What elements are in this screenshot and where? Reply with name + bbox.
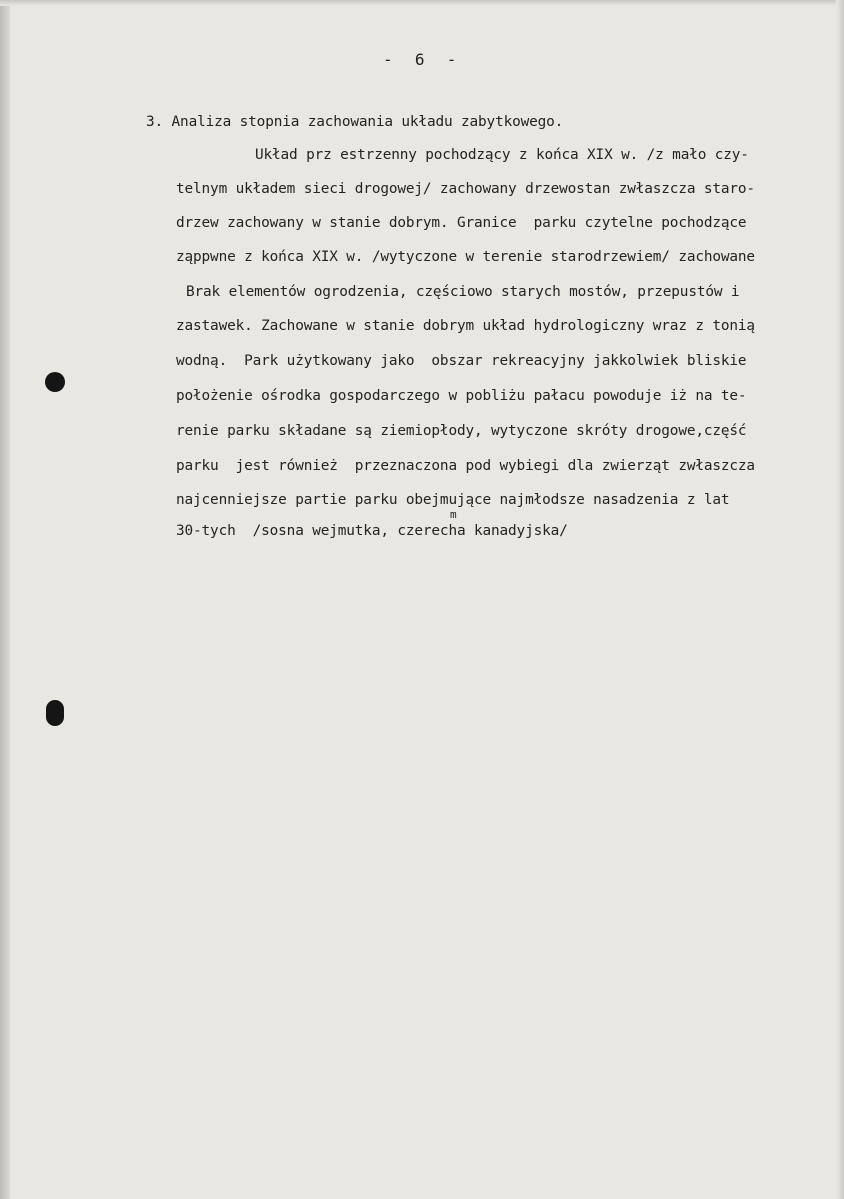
handwritten-correction: m xyxy=(450,508,457,521)
punch-hole-lower xyxy=(46,700,64,726)
page-right-edge xyxy=(836,0,844,1199)
body-line: najcenniejsze partie parku obejmujące najmłodsze nasadzenia z lat xyxy=(176,492,730,508)
body-line: drzew zachowany w stanie dobrym. Granice parku czytelne pochodzące xyxy=(176,215,747,231)
body-line: telnym układem sieci drogowej/ zachowany drzewostan zwłaszcza staro- xyxy=(176,181,755,197)
body-line: Brak elementów ogrodzenia, częściowo starych mostów, przepustów i xyxy=(186,284,740,300)
body-line: położenie ośrodka gospodarczego w pobliżu pałacu powoduje iż na te- xyxy=(176,388,747,404)
body-line: renie parku składane są ziemiopłody, wytyczone skróty drogowe,część xyxy=(176,423,747,439)
page-left-edge xyxy=(0,0,10,1199)
punch-hole-upper xyxy=(45,372,65,392)
body-line: Układ prz estrzenny pochodzący z końca XIX w. /z mało czy- xyxy=(255,147,749,163)
page-top-edge xyxy=(0,0,844,6)
body-line: zastawek. Zachowane w stanie dobrym układ hydrologiczny wraz z tonią xyxy=(176,318,755,334)
page-number: - 6 - xyxy=(383,50,458,69)
body-line: wodną. Park użytkowany jako obszar rekreacyjny jakkolwiek bliskie xyxy=(176,353,747,369)
body-line: parku jest również przeznaczona pod wybiegi dla zwierząt zwłaszcza xyxy=(176,458,755,474)
body-line: ząppwne z końca XIX w. /wytyczone w terenie starodrzewiem/ zachowane xyxy=(176,249,755,265)
section-heading: 3. Analiza stopnia zachowania układu zabytkowego. xyxy=(146,114,564,130)
body-line: 30-tych /sosna wejmutka, czerecha kanadyjska/ xyxy=(176,523,568,539)
